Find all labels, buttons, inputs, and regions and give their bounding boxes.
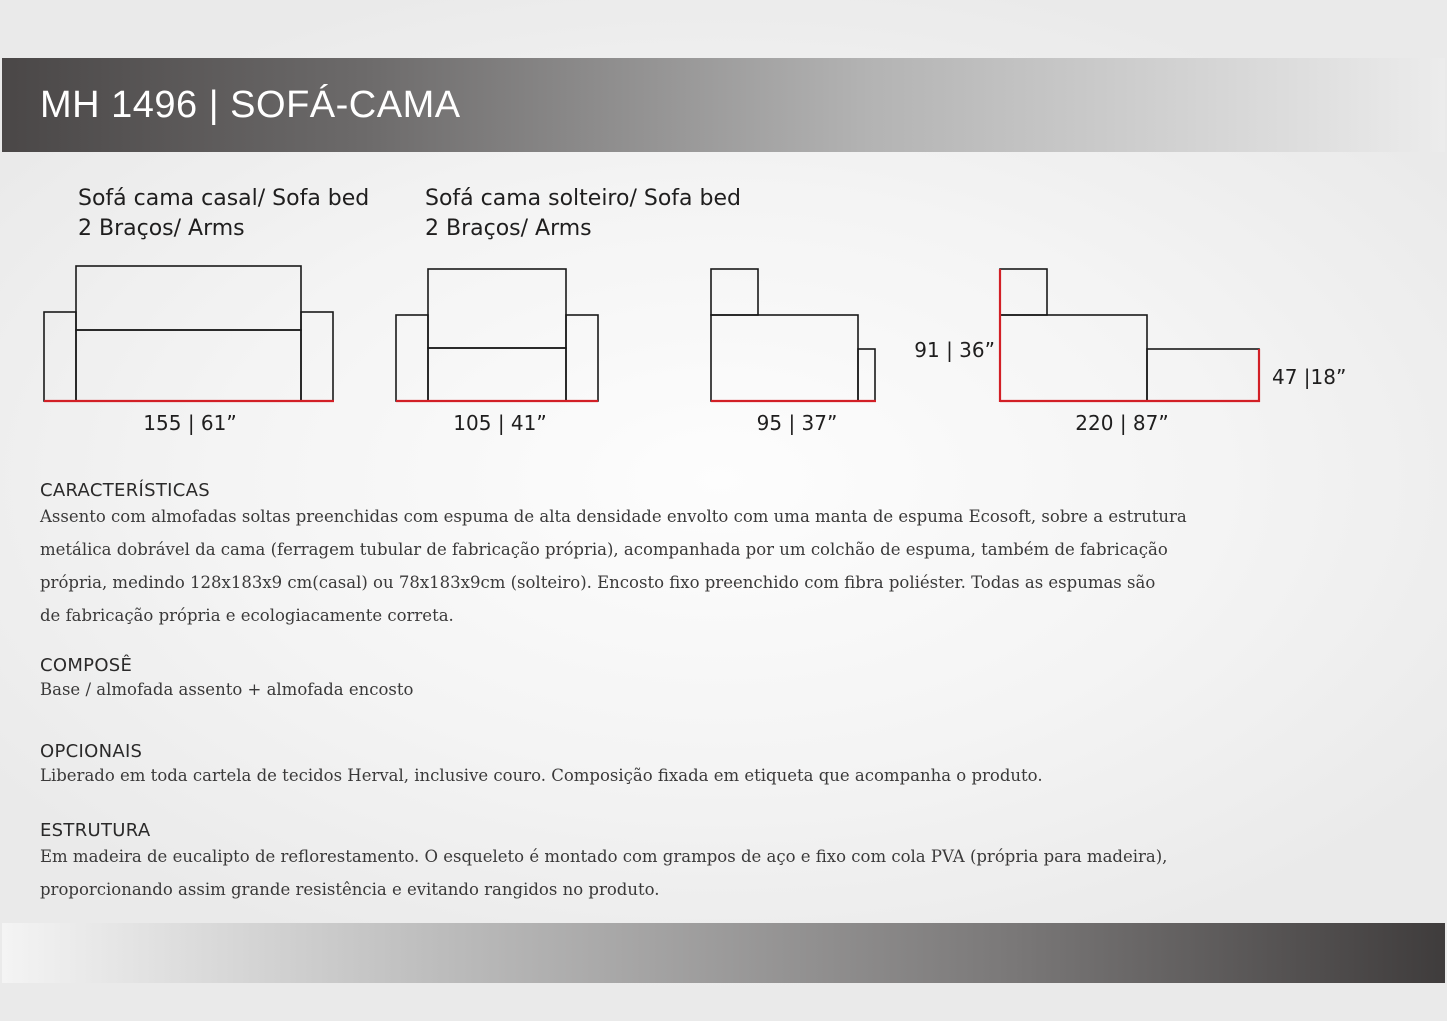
- body-line: metálica dobrável da cama (ferragem tubular de fabricação própria), acompanhada por um colchão de espuma, também de fabricação: [40, 540, 1168, 559]
- section-estrutura: [40, 819, 1240, 906]
- body-line: proporcionando assim grande resistência e evitando rangidos no produto.: [40, 880, 660, 899]
- section-title-estrutura: ESTRUTURA: [40, 820, 151, 841]
- sofa-casal-front-drawing: [44, 266, 333, 401]
- body-line: própria, medindo 128x183x9 cm(casal) ou 78x183x9cm (solteiro). Encosto fixo preenchido com fibra poliéster. Todas as espumas são: [40, 573, 1156, 592]
- section-body-compose: [40, 673, 1240, 706]
- model-solteiro-line1: Sofá cama solteiro/ Sofa bed: [425, 186, 741, 211]
- section-title-opcionais: OPCIONAIS: [40, 741, 143, 762]
- body-line: Liberado em toda cartela de tecidos Herval, inclusive couro. Composição fixada em etiqueta que acompanha o produto.: [40, 766, 1043, 785]
- section-body-caracteristicas: [40, 500, 1240, 632]
- solteiro-width-label: 105 | 41”: [453, 411, 547, 435]
- model-solteiro-line2: 2 Braços/ Arms: [425, 216, 592, 241]
- side-depth-label: 95 | 37”: [756, 411, 838, 435]
- sofa-solteiro-front-drawing: [396, 269, 598, 401]
- section-compose: [40, 654, 1240, 706]
- footer-bar: [2, 923, 1445, 983]
- casal-width-label: 155 | 61”: [143, 411, 237, 435]
- body-line: de fabricação própria e ecologiacamente correta.: [40, 606, 454, 625]
- section-caracteristicas: [40, 479, 1240, 632]
- open-height-label: 91 | 36”: [914, 338, 995, 362]
- section-title-compose: COMPOSÊ: [40, 655, 133, 676]
- sofa-side-view-drawing: [711, 269, 875, 401]
- body-line: Base / almofada assento + almofada encosto: [40, 680, 414, 699]
- sofa-bed-open-drawing: [1000, 269, 1259, 401]
- sofa-diagrams: [0, 0, 1447, 460]
- section-title-caracteristicas: CARACTERÍSTICAS: [40, 480, 210, 501]
- body-line: Assento com almofadas soltas preenchidas com espuma de alta densidade envolto com uma manta de espuma Ecosoft, sobre a estrutura: [40, 507, 1187, 526]
- section-body-opcionais: [40, 759, 1240, 792]
- body-line: Em madeira de eucalipto de reflorestamento. O esqueleto é montado com grampos de aço e fixo com cola PVA (própria para madeira),: [40, 847, 1168, 866]
- model-casal-line1: Sofá cama casal/ Sofa bed: [78, 186, 370, 211]
- section-body-estrutura: [40, 840, 1240, 906]
- page-title: MH 1496 | SOFÁ-CAMA: [40, 84, 461, 126]
- model-casal-line2: 2 Braços/ Arms: [78, 216, 245, 241]
- open-seat-height-label: 47 |18”: [1272, 365, 1347, 389]
- section-opcionais: [40, 740, 1240, 792]
- open-length-label: 220 | 87”: [1075, 411, 1169, 435]
